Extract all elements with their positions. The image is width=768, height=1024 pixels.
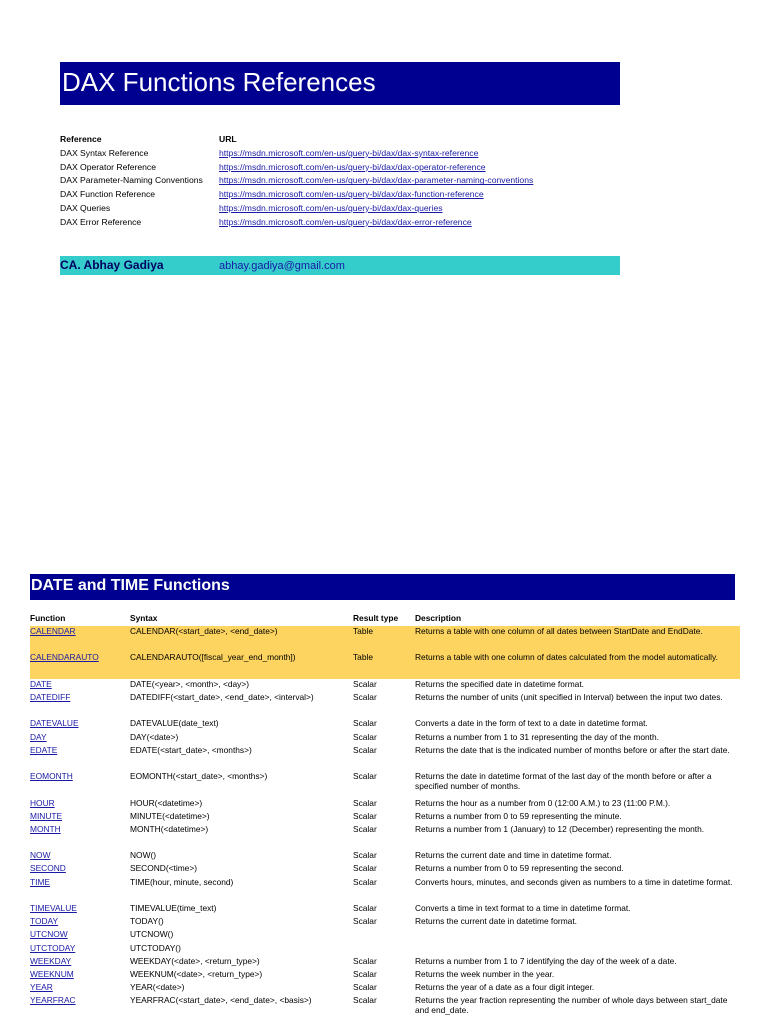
function-description: Returns the specified date in datetime format. xyxy=(415,678,584,689)
function-result-type: Scalar xyxy=(353,744,377,755)
function-row xyxy=(30,745,740,771)
function-description: Converts a time in text format to a time in datetime format. xyxy=(415,903,631,914)
function-link[interactable]: DATE xyxy=(30,678,52,689)
reference-url-link[interactable]: https://msdn.microsoft.com/en-us/query-bi/dax/dax-queries xyxy=(219,202,443,213)
function-row xyxy=(30,956,740,969)
function-header-row xyxy=(30,613,740,626)
function-description: Returns a table with one column of all dates between StartDate and EndDate. xyxy=(415,626,703,636)
function-row xyxy=(30,652,740,678)
function-result-type: Scalar xyxy=(353,691,377,702)
function-syntax: CALENDARAUTO([fiscal_year_end_month]) xyxy=(130,652,296,663)
reference-url-link[interactable]: https://msdn.microsoft.com/en-us/query-bi/dax/dax-parameter-naming-conventions xyxy=(219,175,534,186)
function-description: Returns the year of a date as a four digit integer. xyxy=(415,982,595,993)
function-description: Returns the current date and time in datetime format. xyxy=(415,850,612,861)
function-row xyxy=(30,916,740,929)
function-description: Returns the current date in datetime format. xyxy=(415,916,577,927)
function-row xyxy=(30,863,740,876)
section-title: DATE and TIME Functions xyxy=(30,574,735,600)
function-link[interactable]: UTCTODAY xyxy=(30,942,76,953)
function-result-type: Scalar xyxy=(353,823,377,834)
function-row xyxy=(30,995,740,1021)
function-result-type: Scalar xyxy=(353,771,377,782)
function-syntax: DATE(<year>, <month>, <day>) xyxy=(130,678,250,689)
function-link[interactable]: UTCNOW xyxy=(30,929,68,940)
function-syntax: MONTH(<datetime>) xyxy=(130,823,209,834)
function-row xyxy=(30,811,740,824)
function-result-type: Scalar xyxy=(353,731,377,742)
function-row xyxy=(30,929,740,942)
reference-name: DAX Queries xyxy=(60,202,111,213)
function-row xyxy=(30,903,740,916)
description-column-header: Description xyxy=(415,613,462,623)
function-result-type: Scalar xyxy=(353,916,377,927)
function-description: Returns the date in datetime format of the last day of the month before or after a specified number of months. xyxy=(415,771,712,792)
function-link[interactable]: WEEKNUM xyxy=(30,968,74,979)
function-description: Returns the hour as a number from 0 (12:00 A.M.) to 23 (11:00 P.M.). xyxy=(415,797,671,808)
function-result-type: Scalar xyxy=(353,678,377,689)
function-link[interactable]: DATEDIFF xyxy=(30,691,71,702)
function-result-type: Scalar xyxy=(353,718,377,729)
function-column-header: Function xyxy=(30,613,66,623)
function-result-type: Table xyxy=(353,652,374,663)
function-result-type: Scalar xyxy=(353,797,377,808)
function-result-type: Scalar xyxy=(353,810,377,821)
function-syntax: EDATE(<start_date>, <months>) xyxy=(130,744,252,755)
function-row xyxy=(30,982,740,995)
reference-name: DAX Error Reference xyxy=(60,216,142,227)
function-result-type: Scalar xyxy=(353,850,377,861)
function-link[interactable]: EDATE xyxy=(30,744,58,755)
function-row xyxy=(30,771,740,797)
function-link[interactable]: YEARFRAC xyxy=(30,995,76,1006)
function-row xyxy=(30,850,740,863)
function-link[interactable]: NOW xyxy=(30,850,51,861)
syntax-column-header: Syntax xyxy=(130,613,158,623)
url-column-header: URL xyxy=(219,134,237,144)
function-syntax: DAY(<date>) xyxy=(130,731,179,742)
function-row xyxy=(30,626,740,652)
function-row xyxy=(30,732,740,745)
reference-url-link[interactable]: https://msdn.microsoft.com/en-us/query-bi/dax/dax-error-reference xyxy=(219,216,472,227)
function-syntax: WEEKDAY(<date>, <return_type>) xyxy=(130,955,260,966)
function-link[interactable]: MONTH xyxy=(30,823,61,834)
function-link[interactable]: EOMONTH xyxy=(30,771,73,782)
function-link[interactable]: TIME xyxy=(30,876,51,887)
function-syntax: CALENDAR(<start_date>, <end_date>) xyxy=(130,626,278,636)
function-row xyxy=(30,798,740,811)
reference-column-header: Reference xyxy=(60,134,102,144)
author-name: CA. Abhay Gadiya xyxy=(60,258,164,272)
function-syntax: DATEVALUE(date_text) xyxy=(130,718,219,729)
function-result-type: Scalar xyxy=(353,955,377,966)
function-description: Returns the date that is the indicated number of months before or after the start date. xyxy=(415,744,730,755)
function-link[interactable]: CALENDARAUTO xyxy=(30,652,99,663)
result-column-header: Result type xyxy=(353,613,399,623)
function-result-type: Table xyxy=(353,626,374,636)
function-link[interactable]: MINUTE xyxy=(30,810,63,821)
reference-name: DAX Parameter-Naming Conventions xyxy=(60,175,203,186)
function-row xyxy=(30,679,740,692)
function-result-type: Scalar xyxy=(353,995,377,1006)
function-syntax: YEAR(<date>) xyxy=(130,982,185,993)
function-link[interactable]: YEAR xyxy=(30,982,53,993)
page-title: DAX Functions References xyxy=(60,62,620,105)
reference-name: DAX Function Reference xyxy=(60,189,156,200)
function-description: Returns a table with one column of dates calculated from the model automatically. xyxy=(415,652,718,663)
function-row xyxy=(30,718,740,731)
function-row xyxy=(30,969,740,982)
function-description: Returns a number from 1 (January) to 12 (December) representing the month. xyxy=(415,823,705,834)
function-link[interactable]: HOUR xyxy=(30,797,55,808)
function-row xyxy=(30,943,740,956)
function-result-type: Scalar xyxy=(353,903,377,914)
function-description: Returns a number from 0 to 59 representing the minute. xyxy=(415,810,622,821)
function-description: Returns a number from 1 to 7 identifying the day of the week of a date. xyxy=(415,955,677,966)
reference-url-link[interactable]: https://msdn.microsoft.com/en-us/query-bi/dax/dax-operator-reference xyxy=(219,161,486,172)
function-syntax: SECOND(<time>) xyxy=(130,863,198,874)
reference-url-link[interactable]: https://msdn.microsoft.com/en-us/query-bi/dax/dax-function-reference xyxy=(219,189,484,200)
function-row xyxy=(30,692,740,718)
function-syntax: TODAY() xyxy=(130,916,164,927)
function-row xyxy=(30,877,740,903)
function-link[interactable]: TIMEVALUE xyxy=(30,903,77,914)
author-email-link[interactable]: abhay.gadiya@gmail.com xyxy=(219,260,345,272)
function-description: Returns the year fraction representing the number of whole days between start_date and end_date. xyxy=(415,995,728,1016)
function-syntax: EOMONTH(<start_date>, <months>) xyxy=(130,771,268,782)
function-description: Converts a date in the form of text to a date in datetime format. xyxy=(415,718,648,729)
function-table xyxy=(30,613,740,1022)
function-link[interactable]: DATEVALUE xyxy=(30,718,79,729)
function-result-type: Scalar xyxy=(353,876,377,887)
function-syntax: HOUR(<datetime>) xyxy=(130,797,203,808)
function-syntax: MINUTE(<datetime>) xyxy=(130,810,210,821)
contact-bar xyxy=(60,256,620,275)
function-description: Converts hours, minutes, and seconds given as numbers to a time in datetime format. xyxy=(415,876,733,887)
function-syntax: TIMEVALUE(time_text) xyxy=(130,903,217,914)
function-description: Returns the number of units (unit specified in Interval) between the input two dates. xyxy=(415,691,723,702)
function-syntax: WEEKNUM(<date>, <return_type>) xyxy=(130,968,263,979)
function-link[interactable]: TODAY xyxy=(30,916,59,927)
function-link[interactable]: CALENDAR xyxy=(30,626,76,636)
function-result-type: Scalar xyxy=(353,982,377,993)
function-link[interactable]: WEEKDAY xyxy=(30,955,72,966)
function-syntax: UTCNOW() xyxy=(130,929,174,940)
function-syntax: YEARFRAC(<start_date>, <end_date>, <basis>) xyxy=(130,995,312,1006)
reference-name: DAX Operator Reference xyxy=(60,161,157,172)
function-result-type: Scalar xyxy=(353,968,377,979)
function-row xyxy=(30,824,740,850)
reference-name: DAX Syntax Reference xyxy=(60,147,149,158)
function-syntax: TIME(hour, minute, second) xyxy=(130,876,234,887)
function-result-type: Scalar xyxy=(353,863,377,874)
function-description: Returns the week number in the year. xyxy=(415,968,555,979)
function-syntax: NOW() xyxy=(130,850,157,861)
function-description: Returns a number from 0 to 59 representing the second. xyxy=(415,863,624,874)
function-description: Returns a number from 1 to 31 representing the day of the month. xyxy=(415,731,659,742)
function-link[interactable]: DAY xyxy=(30,731,47,742)
function-link[interactable]: SECOND xyxy=(30,863,66,874)
reference-url-link[interactable]: https://msdn.microsoft.com/en-us/query-bi/dax/dax-syntax-reference xyxy=(219,147,479,158)
function-syntax: DATEDIFF(<start_date>, <end_date>, <interval>) xyxy=(130,691,314,702)
function-syntax: UTCTODAY() xyxy=(130,942,181,953)
